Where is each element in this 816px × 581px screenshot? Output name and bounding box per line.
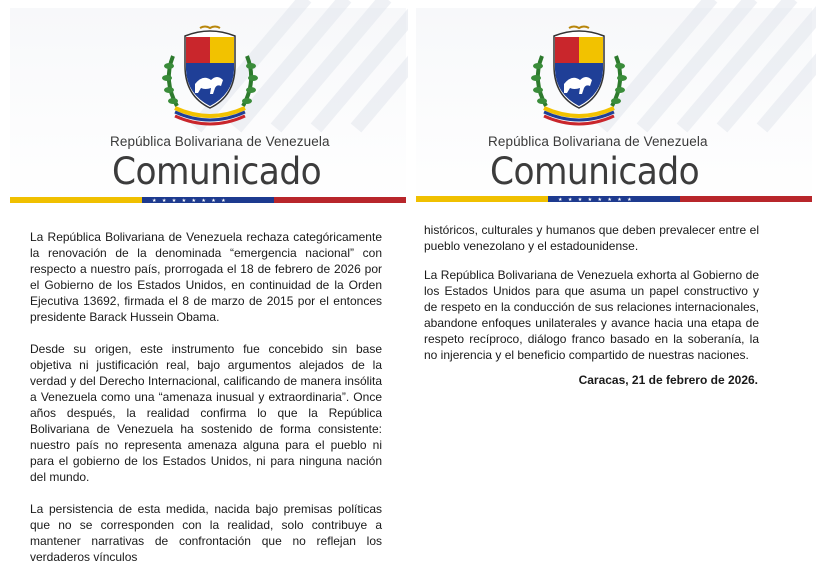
communique-page-2 [412,0,816,540]
coat-of-arms-icon [524,26,634,124]
republic-heading: República Bolivariana de Venezuela [488,134,708,149]
flag-stripe: ★ ★ ★ ★ ★ ★ ★ ★ [416,196,812,202]
document-title: Comunicado [112,150,322,193]
republic-heading: República Bolivariana de Venezuela [110,134,330,149]
communique-body [424,222,759,376]
document-title: Comunicado [490,150,700,193]
communique-page-1 [0,0,408,564]
paragraph: históricos, culturales y humanos que deben prevalecer entre el pueblo venezolano y el estadounidense. [424,223,759,253]
paragraph: Desde su origen, este instrumento fue concebido sin base objetiva ni justificación real, bajo argumentos alejados de la verdad y del Derecho Internacional, calificando de manera insólita a Venezuela como una “amenaza inusual y extraordinaria”. Once años después, la realidad confirma lo que la República Bolivariana de Venezuela ha sostenido de forma consistente: nuestro país no representa amenaza alguna para el pueblo ni para el gobierno de los Estados Unidos, ni para ninguna nación del mundo. [30,342,382,484]
paragraph: La República Bolivariana de Venezuela exhorta al Gobierno de los Estados Unidos para que asuma un papel constructivo y de respeto en la conducción de sus relaciones internacionales, abandone enfoques unilaterales y avance hacia una etapa de respeto recíproco, diálogo franco basado en la soberanía, la no injerencia y el beneficio compartido de nuestras naciones. [424,268,759,362]
place-date-signature: Caracas, 21 de febrero de 2026. [578,373,758,387]
communique-body [30,229,382,581]
letterhead [10,8,406,204]
coat-of-arms-icon [155,26,265,124]
letterhead [416,8,812,208]
paragraph: La persistencia de esta medida, nacida bajo premisas políticas que no se corresponden con la realidad, solo contribuye a mantener narrativas de confrontación que no reflejan los verdaderos vínculos [30,502,382,564]
paragraph: La República Bolivariana de Venezuela rechaza categóricamente la renovación de la denominada “emergencia nacional” con respecto a nuestro país, prorrogada el 18 de febrero de 2026 por el Gobierno de los Estados Unidos, en continuidad de la Orden Ejecutiva 13692, firmada el 8 de marzo de 2015 por el entonces presidente Barack Hussein Obama. [30,230,382,324]
flag-stripe: ★ ★ ★ ★ ★ ★ ★ ★ [10,197,406,203]
